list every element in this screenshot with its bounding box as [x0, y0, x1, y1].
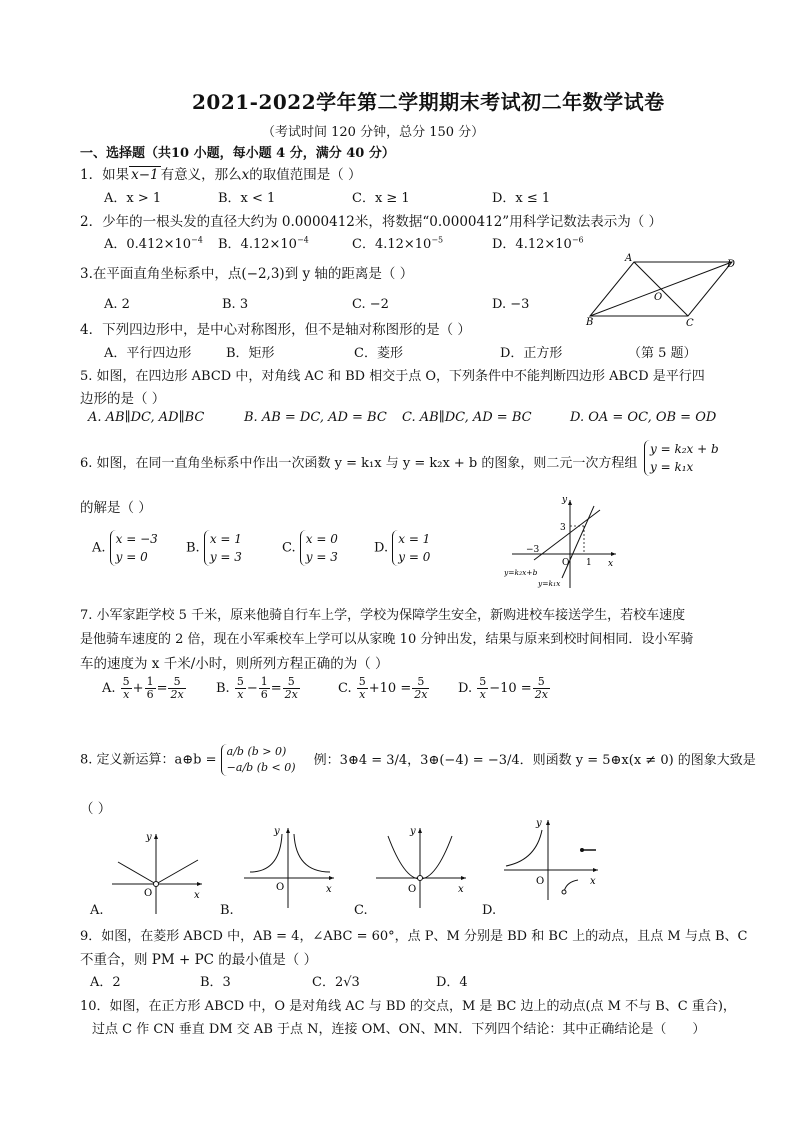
q9-option-c[interactable]: C．2√3 [312, 975, 360, 990]
graph-b-y-label: y [274, 826, 280, 837]
graph-c-y-label: y [410, 826, 416, 837]
q9-option-b[interactable]: B．3 [200, 975, 231, 990]
q8-graph-d [500, 814, 604, 902]
graph-a-x-label: x [194, 890, 200, 901]
q1-option-d[interactable]: D．x ≤ 1 [492, 191, 551, 206]
question-9-line1: 9．如图，在菱形 ABCD 中，AB = 4，∠ABC = 60°，点 P、M 分别是 BD 和 BC 上的动点，且点 M 与点 B、C [80, 929, 748, 944]
graph-b-x-label: x [326, 884, 332, 895]
graph-d-y-arrow [546, 820, 550, 825]
q8-option-a[interactable]: A. [90, 903, 104, 918]
q9-option-a[interactable]: A．2 [90, 975, 121, 990]
q3-option-b[interactable]: B. 3 [222, 297, 249, 312]
graph-a-right-ray [156, 860, 198, 884]
graph-a-x-arrow [197, 882, 202, 886]
q4-option-a[interactable]: A．平行四边形 [104, 346, 192, 361]
label-b: B [586, 317, 594, 328]
graph-b-x-arrow [329, 876, 334, 880]
question-7-line3: 车的速度为 x 千米/小时，则所列方程正确的为（ ） [80, 656, 389, 672]
question-1: 1．如果 x−1 有意义，那么x的取值范围是（ ） [80, 167, 362, 183]
label-d: D [727, 259, 736, 270]
fig6-x-label: x [608, 559, 614, 569]
graph-a-y-label: y [146, 832, 152, 843]
graph-c-open-point [418, 876, 423, 881]
question-6: 6. 如图，在同一直角坐标系中作出一次函数 y = k₁x 与 y = k₂x + b 的图象，则二元一次方程组 [80, 456, 638, 471]
q8-option-d[interactable]: D. [482, 903, 497, 918]
graph-c-x-arrow [461, 876, 466, 880]
graph-b-right-branch [294, 834, 330, 872]
q9-option-d[interactable]: D．4 [436, 975, 468, 990]
question-9-line2: 不重合，则 PM + PC 的最小值是（ ） [80, 952, 318, 968]
q7-option-b[interactable]: B. $\frac{5}{x}$ − $\frac{1}{6}$ = $\frac{5}{2x}$ [216, 675, 298, 701]
q5-option-c[interactable]: C. AB∥DC, AD = BC [402, 410, 532, 425]
q1-option-a[interactable]: A．x > 1 [104, 191, 162, 206]
q6-option-b[interactable]: B. x = 1 y = 3 [186, 532, 242, 564]
graph-d-open-point [562, 890, 566, 894]
fig6-origin-label: O [562, 558, 570, 568]
graph-a-open-point [154, 882, 159, 887]
q6-equation-system: y = k₂x + b y = k₁x [644, 440, 719, 476]
q7-option-c[interactable]: C. $\frac{5}{x}$ +10 = $\frac{5}{2x}$ [338, 675, 428, 701]
q1-option-c[interactable]: C．x ≥ 1 [352, 191, 410, 206]
fig6-line-label-2: y=k₁x [538, 579, 561, 588]
q6-option-d[interactable]: D. x = 1 y = 0 [374, 532, 431, 564]
question-10-line2: 过点 C 作 CN 垂直 DM 交 AB 于点 N，连接 OM、ON、MN．下列四个结论：其中正确结论是（ ） [92, 1022, 706, 1037]
question-8: 8. 定义新运算：a⊕b = a/b (b > 0) −a/b (b < 0) 例：3⊕4 = 3/4，3⊕(−4) = −3/4．则函数 y = 5⊕x(x ≠ 0) 的图象大致是 [80, 745, 756, 774]
graph-d-x-arrow [593, 868, 598, 872]
graph-d-origin: O [536, 876, 545, 887]
graph-b-left-branch [250, 834, 282, 872]
graph-c-y-arrow [418, 828, 422, 833]
q4-option-c[interactable]: C．菱形 [354, 346, 403, 361]
q3-option-d[interactable]: D. −3 [492, 297, 530, 312]
line-k2x-plus-b [534, 510, 600, 560]
q2-option-b[interactable]: B．$4.12\times 10^{-4}$ [218, 235, 309, 252]
graph-a-origin: O [144, 888, 153, 899]
q8-option-c[interactable]: C. [354, 903, 368, 918]
sqrt-expression: x−1 [131, 167, 159, 183]
graph-a-left-ray [118, 862, 156, 884]
section-heading: 一、选择题（共10 小题，每小题 4 分，满分 40 分） [80, 146, 395, 161]
question-5-line1: 5. 如图，在四边形 ABCD 中，对角线 AC 和 BD 相交于点 O，下列条件中不能判断四边形 ABCD 是平行四 [80, 369, 705, 384]
q4-option-d[interactable]: D．正方形 [500, 346, 563, 361]
question-4: 4．下列四边形中，是中心对称图形，但不是轴对称图形的是（ ） [80, 322, 471, 338]
graph-d-x-label: x [590, 876, 596, 887]
q5-option-a[interactable]: A. AB∥DC, AD∥BC [88, 410, 205, 425]
q6-option-a[interactable]: A. x = −3 y = 0 [92, 532, 158, 564]
question-2: 2．少年的一根头发的直径大约为 0.0000412米，将数据“0.0000412”用科学记数法表示为（ ） [80, 214, 662, 230]
q8-graph-c [372, 822, 472, 910]
graph-d-y-label: y [536, 818, 542, 829]
label-a: A [625, 253, 633, 264]
question-7-line2: 是他骑车速度的 2 倍，现在小军乘校车上学可以从家晚 10 分钟出发，结果与原来到校时间相同．设小军骑 [80, 632, 694, 647]
fig6-tick-neg3: −3 [526, 545, 540, 555]
q5-option-b[interactable]: B. AB = DC, AD = BC [244, 410, 387, 425]
q6-option-c[interactable]: C. x = 0 y = 3 [282, 532, 338, 564]
label-o: O [654, 292, 663, 303]
fig6-tick-1: 1 [586, 558, 592, 568]
exam-title: 2021-2022学年第二学期期末考试初二年数学试卷 [192, 90, 665, 114]
exam-subtitle: （考试时间 120 分钟，总分 150 分） [262, 125, 485, 140]
q2-option-a[interactable]: A．$0.412\times 10^{-4}$ [104, 235, 203, 252]
q2-option-d[interactable]: D．$4.12\times 10^{-6}$ [492, 235, 584, 252]
graph-b-origin: O [276, 882, 285, 893]
parallelogram-figure [580, 250, 745, 332]
q2-option-c[interactable]: C．$4.12\times 10^{-5}$ [352, 235, 444, 252]
q5-option-d[interactable]: D. OA = OC, OB = OD [570, 410, 717, 425]
graph-d-right-branch [564, 880, 578, 892]
q8-graph-b [240, 822, 340, 910]
question-8-paren: （ ） [80, 801, 112, 817]
graph-b-y-arrow [286, 828, 290, 833]
q8-option-b[interactable]: B. [220, 903, 234, 918]
question-5-line2: 边形的是（ ） [80, 391, 166, 407]
q7-option-a[interactable]: A. $\frac{5}{x}$ + $\frac{1}{6}$ = $\frac{5}{2x}$ [102, 675, 184, 701]
label-c: C [686, 318, 694, 329]
question-6-line2: 的解是（ ） [80, 500, 152, 516]
q3-option-c[interactable]: C. −2 [352, 297, 389, 312]
x-axis-arrow [611, 552, 616, 556]
q1-option-b[interactable]: B．x < 1 [218, 191, 276, 206]
graph-c-origin: O [408, 884, 417, 895]
question-10-line1: 10．如图，在正方形 ABCD 中，O 是对角线 AC 与 BD 的交点，M 是 BC 边上的动点(点 M 不与 B、C 重合)， [80, 999, 736, 1014]
q7-option-d[interactable]: D. $\frac{5}{x}$ −10 = $\frac{5}{2x}$ [458, 675, 548, 701]
question-3: 3.在平面直角坐标系中，点(−2,3)到 y 轴的距离是（ ） [80, 266, 414, 282]
fig6-line-label-1: y=k₂x+b [504, 568, 538, 577]
q4-option-b[interactable]: B．矩形 [226, 346, 275, 361]
figure-caption: （第 5 题） [628, 346, 697, 361]
graph-d-left-branch [506, 830, 542, 866]
diagonal-bd [590, 262, 732, 316]
linear-functions-figure [504, 492, 624, 592]
graph-c-x-label: x [458, 884, 464, 895]
question-7-line1: 7. 小军家距学校 5 千米，原来他骑自行车上学，学校为保障学生安全，新购进校车接送学生，若校车速度 [80, 608, 686, 623]
y-axis-arrow [568, 500, 572, 505]
graph-a-y-arrow [154, 834, 158, 839]
q3-option-a[interactable]: A. 2 [104, 297, 130, 312]
fig6-y-label: y [562, 495, 568, 505]
fig6-tick-3: 3 [560, 523, 566, 533]
q8-graph-a [108, 828, 208, 916]
